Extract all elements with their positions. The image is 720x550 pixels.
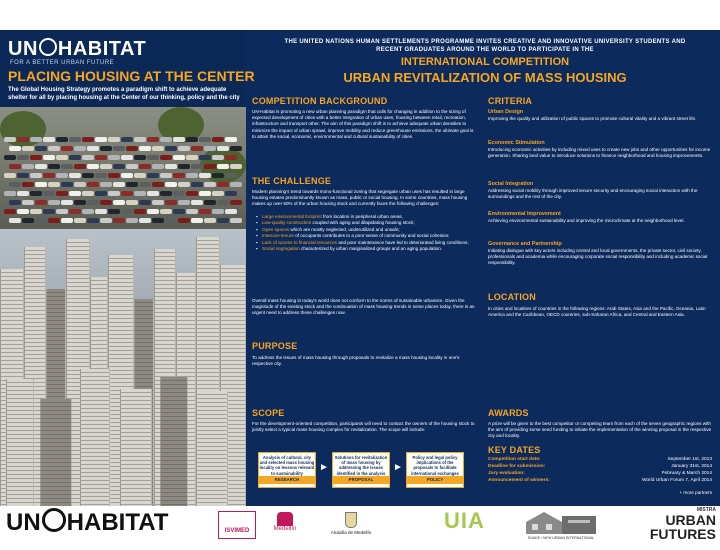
car: [95, 173, 107, 178]
challenge-item: [256, 246, 478, 252]
car: [126, 182, 138, 187]
car: [108, 155, 120, 160]
key-date-label: Competition start date:: [488, 457, 541, 462]
left-subtitle: The Global Housing Strategy promotes a paradigm shift to achieve adequate shelter for all by placing housing at the Center of our thinking, policy and the city: [8, 87, 240, 101]
car: [48, 146, 60, 151]
car: [186, 173, 198, 178]
key-date-label: Deadline for submission:: [488, 464, 546, 469]
car: [126, 146, 138, 151]
criteria-item-title: Social Integration: [488, 181, 534, 187]
car: [186, 155, 198, 160]
car: [152, 182, 164, 187]
house-icon: [522, 510, 600, 534]
logo-text-right: HABITAT: [66, 509, 169, 536]
car: [4, 191, 16, 196]
car: [160, 173, 172, 178]
car: [186, 137, 198, 142]
car: [30, 173, 42, 178]
car: [48, 200, 60, 205]
car: [165, 200, 177, 205]
car: [173, 191, 185, 196]
car: [43, 209, 55, 214]
car: [9, 182, 21, 187]
car: [217, 164, 229, 169]
car: [191, 146, 203, 151]
medellin-text: Medellín: [273, 526, 297, 532]
car: [225, 209, 237, 214]
car: [69, 137, 81, 142]
car: [61, 200, 73, 205]
car: [4, 137, 16, 142]
car: [121, 191, 133, 196]
car: [165, 146, 177, 151]
car: [35, 218, 47, 223]
scope-label-proposal: PROPOSAL: [332, 476, 390, 484]
globe-icon: [39, 38, 57, 56]
car: [139, 200, 151, 205]
car: [225, 173, 237, 178]
car: [121, 173, 133, 178]
car: [212, 209, 224, 214]
car: [199, 137, 211, 142]
challenge-item-highlight: Lack of access to financial resources: [262, 239, 338, 245]
car: [100, 164, 112, 169]
car: [152, 146, 164, 151]
criteria-item-text: Improving the quality and utilization of public spaces to promote cultural vitality and a vibrant street life.: [488, 116, 697, 121]
challenge-item-text: of occupants contributes to a poor sense of community and social cohesion;: [293, 233, 450, 239]
car: [87, 146, 99, 151]
car: [9, 200, 21, 205]
car: [134, 137, 146, 142]
car: [30, 209, 42, 214]
car: [43, 137, 55, 142]
car: [87, 182, 99, 187]
car: [160, 137, 172, 142]
car: [43, 173, 55, 178]
background-text: UN-Habitat is promoting a new urban planning paradigm that calls for changing in addition to the sizing of expected development of cities with a better integration of urban uses, housing between retail, recreation, infrastructure and transport other. The aim of this paradigm shift is to achieve adequate urban densities to minimize the impact of urban sprawl, improve mobility and reduce greenhouse emissions, the ultimate goal is to attain the social, economic, environmental and cultural sustainability of cities.: [252, 109, 474, 139]
car: [212, 191, 224, 196]
car: [74, 218, 86, 223]
car: [4, 155, 16, 160]
isvimed-text: ISVIMED: [224, 528, 250, 534]
car: [134, 191, 146, 196]
car: [212, 173, 224, 178]
car: [204, 182, 216, 187]
car: [30, 191, 42, 196]
key-date-label: Announcement of winners:: [488, 478, 550, 483]
car: [95, 137, 107, 142]
car: [152, 164, 164, 169]
car: [74, 200, 86, 205]
scope-label-policy: POLICY: [406, 476, 464, 484]
car: [43, 191, 55, 196]
criteria-heading: CRITERIA: [488, 96, 533, 106]
car: [225, 191, 237, 196]
car: [173, 137, 185, 142]
car: [61, 218, 73, 223]
car: [74, 146, 86, 151]
isvimed-logo: [218, 511, 256, 539]
car: [17, 191, 29, 196]
car: [147, 191, 159, 196]
intro-text: [252, 38, 718, 54]
car: [173, 155, 185, 160]
car: [147, 209, 159, 214]
criteria-item-text: Addressing social mobility through improved tenure security and encouraging social interaction with the surroundings and the rest of the city.: [488, 188, 698, 200]
key-date-value: September 1st, 2013: [667, 457, 712, 462]
car: [126, 164, 138, 169]
car: [61, 182, 73, 187]
car: [100, 182, 112, 187]
car: [139, 182, 151, 187]
car: [87, 200, 99, 205]
car: [48, 218, 60, 223]
car: [160, 191, 172, 196]
car: [108, 173, 120, 178]
car: [113, 146, 125, 151]
car: [30, 155, 42, 160]
uf-line-1: URBAN: [665, 512, 716, 528]
car: [134, 209, 146, 214]
car: [165, 182, 177, 187]
car: [22, 164, 34, 169]
criteria-item-text: Initiating dialogue with key actors including central and local governments, the private sector, civil society, professionals and academia while encouraging corporate social responsibility and including academic social responsibility.: [488, 248, 708, 266]
brand-name-right: HABITAT: [57, 38, 147, 60]
car: [204, 218, 216, 223]
challenge-heading: THE CHALLENGE: [252, 176, 332, 186]
car: [204, 164, 216, 169]
un-habitat-logo: [6, 508, 168, 537]
car: [121, 209, 133, 214]
brand-name-left: UN: [8, 38, 38, 60]
car: [95, 191, 107, 196]
car: [56, 209, 68, 214]
location-text: In cities and localities of countries in the following regions: Arab States, Asia and the Pacific, Oceania, Latin America and the Caribbean, OECD countries, sub-Saharan Africa, and Central and Eastern Asia.: [488, 306, 706, 318]
car: [152, 218, 164, 223]
challenge-item-text: from location in peripheral urban areas,: [321, 214, 403, 219]
car: [56, 191, 68, 196]
car: [230, 164, 242, 169]
car: [126, 200, 138, 205]
car: [113, 200, 125, 205]
car: [134, 155, 146, 160]
car: [17, 155, 29, 160]
scope-label-research: RESEARCH: [258, 476, 316, 484]
scope-box-text: Analysis of cultural, city and selected mass housing locality on lessons relevant to sustainability: [259, 455, 315, 476]
car: [22, 146, 34, 151]
car: [199, 173, 211, 178]
car: [212, 137, 224, 142]
car: [204, 146, 216, 151]
car: [139, 146, 151, 151]
car: [9, 164, 21, 169]
car: [230, 218, 242, 223]
partners-note: + more partners: [679, 490, 712, 495]
intro-line-1: THE UNITED NATIONS HUMAN SETTLEMENTS PROGRAMME INVITES CREATIVE AND INNOVATIVE UNIVERSITY STUDENTS AND: [284, 39, 686, 45]
medellin-logo: [264, 512, 306, 538]
uf-line-2: FUTURES: [649, 526, 716, 542]
car: [165, 218, 177, 223]
house-caption: SHADE / NEW URBAN INTERNATIONAL: [527, 536, 595, 540]
location-heading: LOCATION: [488, 292, 536, 302]
car: [134, 173, 146, 178]
challenge-item-highlight: Social segregation: [262, 246, 300, 252]
car: [217, 218, 229, 223]
scope-box-text: Solutions for revitalization of mass housing by addressing the issues identified in the analysis: [334, 455, 388, 476]
purpose-text: To address the issues of mass housing through proposals to revitalize a mass housing locality in one's respective city.: [252, 355, 460, 367]
car: [69, 155, 81, 160]
building: [196, 391, 228, 506]
high-rise-housing-photo: [0, 229, 246, 506]
car: [108, 209, 120, 214]
awards-text: A prize will be given to the best competitor or competing team from each of the seven geographic regions with the aim of providing some seed funding to initiate the implementation of the winning proposal in the respective city and locality.: [488, 421, 712, 439]
car: [69, 191, 81, 196]
alcaldia-logo: [328, 512, 374, 538]
car: [225, 155, 237, 160]
car: [225, 137, 237, 142]
challenge-list: [256, 214, 478, 252]
house-logo: [522, 510, 600, 540]
uf-small-text: MISTRA: [696, 507, 716, 513]
car: [199, 191, 211, 196]
criteria-item-text: Achieving environmental sustainability and improving the microclimate at the neighborhood level.: [488, 218, 685, 223]
car: [48, 182, 60, 187]
brand-tagline: FOR A BETTER URBAN FUTURE: [10, 60, 115, 66]
car: [178, 146, 190, 151]
scope-text: For the development-oriented competition, participants will need to contact the owners of the housing stock to jointly select a typical mass housing complex for revitalization. The scope will include:: [252, 421, 475, 433]
car: [212, 155, 224, 160]
scope-box-text: Policy and legal policy implications of the proposals to facilitate international exchanges: [411, 455, 459, 476]
car: [230, 200, 242, 205]
car: [22, 218, 34, 223]
car: [121, 155, 133, 160]
parking-lot-photo: [0, 107, 246, 229]
building: [40, 399, 72, 506]
car: [204, 200, 216, 205]
car: [61, 146, 73, 151]
car: [165, 164, 177, 169]
car: [147, 173, 159, 178]
car: [69, 173, 81, 178]
car: [100, 218, 112, 223]
arrow-right-icon: ►: [393, 462, 403, 473]
car: [82, 209, 94, 214]
awards-heading: AWARDS: [488, 408, 529, 418]
challenge-outro: Overall mass housing in today's world does not conform to the norms of sustainable urbanism. Given the magnitude of the existing stock and the continuation of mass housing trends in some places today, there is an urgent need to address these challenges now.: [252, 298, 475, 316]
car: [230, 146, 242, 151]
crest-icon: [345, 512, 357, 528]
car: [9, 146, 21, 151]
car: [152, 200, 164, 205]
criteria-item-title: Governance and Partnership: [488, 241, 562, 247]
urban-futures-logo: [616, 507, 716, 540]
car: [178, 200, 190, 205]
criteria-item-title: Economic Stimulation: [488, 140, 545, 146]
competition-label: INTERNATIONAL COMPETITION: [400, 56, 570, 68]
key-date-value: February & March 2014: [661, 471, 712, 476]
car: [108, 191, 120, 196]
car: [82, 173, 94, 178]
car: [186, 209, 198, 214]
building: [120, 389, 152, 506]
building: [6, 379, 34, 506]
car: [17, 173, 29, 178]
car: [35, 200, 47, 205]
challenge-item-text: which are mostly neglected, underutilized and unsafe;: [289, 226, 400, 232]
key-date-value: January 31st, 2014: [671, 464, 712, 469]
car: [48, 164, 60, 169]
key-date-value: World Urban Forum 7, April 2014: [641, 478, 712, 483]
car: [100, 200, 112, 205]
car: [113, 164, 125, 169]
challenge-item-highlight: Insecure tenure: [262, 233, 294, 239]
building: [160, 377, 188, 506]
car: [113, 218, 125, 223]
car: [56, 137, 68, 142]
globe-icon: [42, 508, 66, 532]
car: [35, 182, 47, 187]
challenge-item-text: coupled with aging and dilapidating housing stock;: [311, 220, 415, 226]
car: [43, 155, 55, 160]
car: [87, 218, 99, 223]
car: [230, 182, 242, 187]
car: [199, 155, 211, 160]
criteria-item-title: Urban Design: [488, 109, 524, 115]
car: [178, 164, 190, 169]
car: [139, 218, 151, 223]
car: [178, 218, 190, 223]
competition-title: URBAN REVITALIZATION OF MASS HOUSING: [343, 70, 627, 85]
car: [217, 200, 229, 205]
uia-logo: UIA: [444, 508, 485, 533]
car: [113, 182, 125, 187]
car: [160, 155, 172, 160]
car: [139, 164, 151, 169]
car: [178, 182, 190, 187]
car: [69, 209, 81, 214]
arrow-right-icon: ►: [319, 462, 329, 473]
car: [126, 218, 138, 223]
car: [173, 209, 185, 214]
car: [9, 218, 21, 223]
car: [100, 146, 112, 151]
building: [80, 369, 110, 506]
key-dates-heading: KEY DATES: [488, 445, 541, 455]
challenge-item-highlight: Large environmental footprint: [262, 214, 322, 219]
car: [22, 182, 34, 187]
car: [173, 173, 185, 178]
car: [121, 137, 133, 142]
car: [61, 164, 73, 169]
car: [4, 173, 16, 178]
car: [74, 164, 86, 169]
car: [74, 182, 86, 187]
car: [108, 137, 120, 142]
alcaldia-text: Alcaldía de Medellín: [330, 530, 372, 535]
challenge-intro: Modern planning's trend towards mono-functional zoning that segregate urban uses has resulted in large housing estates predominantly known as mass, public or social housing. In some countries, mass housing makes up over 50% of the urban housing stock and currently faces the following challenges:: [252, 189, 468, 207]
car: [17, 209, 29, 214]
top-margin: [0, 0, 720, 30]
car: [35, 164, 47, 169]
car: [30, 137, 42, 142]
car: [56, 155, 68, 160]
car: [186, 191, 198, 196]
car: [191, 164, 203, 169]
car: [95, 155, 107, 160]
logo-text-left: UN: [6, 509, 41, 536]
challenge-item-text: and poor maintenance have led to deteriorated living conditions;: [337, 239, 469, 245]
car: [160, 209, 172, 214]
car: [147, 137, 159, 142]
challenge-item-highlight: Open spaces: [262, 226, 290, 232]
left-title: PLACING HOUSING AT THE CENTER: [8, 68, 255, 84]
car: [35, 146, 47, 151]
car: [191, 182, 203, 187]
criteria-item-text: Introducing economic activities by including mixed uses to create new jobs and other opportunities for income generation. Sharing land value to introduce solutions to finance neighborhood and housing improvements.: [488, 147, 711, 159]
scope-heading: SCOPE: [252, 408, 285, 418]
car: [56, 173, 68, 178]
car: [22, 200, 34, 205]
criteria-item-title: Environmental Improvement: [488, 211, 561, 217]
car: [191, 200, 203, 205]
purpose-heading: PURPOSE: [252, 341, 298, 351]
car: [199, 209, 211, 214]
challenge-item-highlight: Low-quality construction: [262, 220, 312, 226]
car: [217, 146, 229, 151]
intro-line-2: RECENT GRADUATES AROUND THE WORLD TO PARTICIPATE IN THE: [376, 47, 594, 53]
car: [217, 182, 229, 187]
key-date-label: Jury evaluation:: [488, 471, 525, 476]
car: [82, 155, 94, 160]
background-heading: COMPETITION BACKGROUND: [252, 96, 388, 106]
car: [87, 164, 99, 169]
un-habitat-brand: [8, 38, 146, 61]
car: [82, 191, 94, 196]
car: [147, 155, 159, 160]
car: [17, 137, 29, 142]
car: [4, 209, 16, 214]
car: [82, 137, 94, 142]
medellin-mark-icon: [277, 512, 293, 526]
challenge-item-text: characterized by urban marginalized groups and an aging population.: [299, 246, 443, 252]
car: [95, 209, 107, 214]
car: [191, 218, 203, 223]
